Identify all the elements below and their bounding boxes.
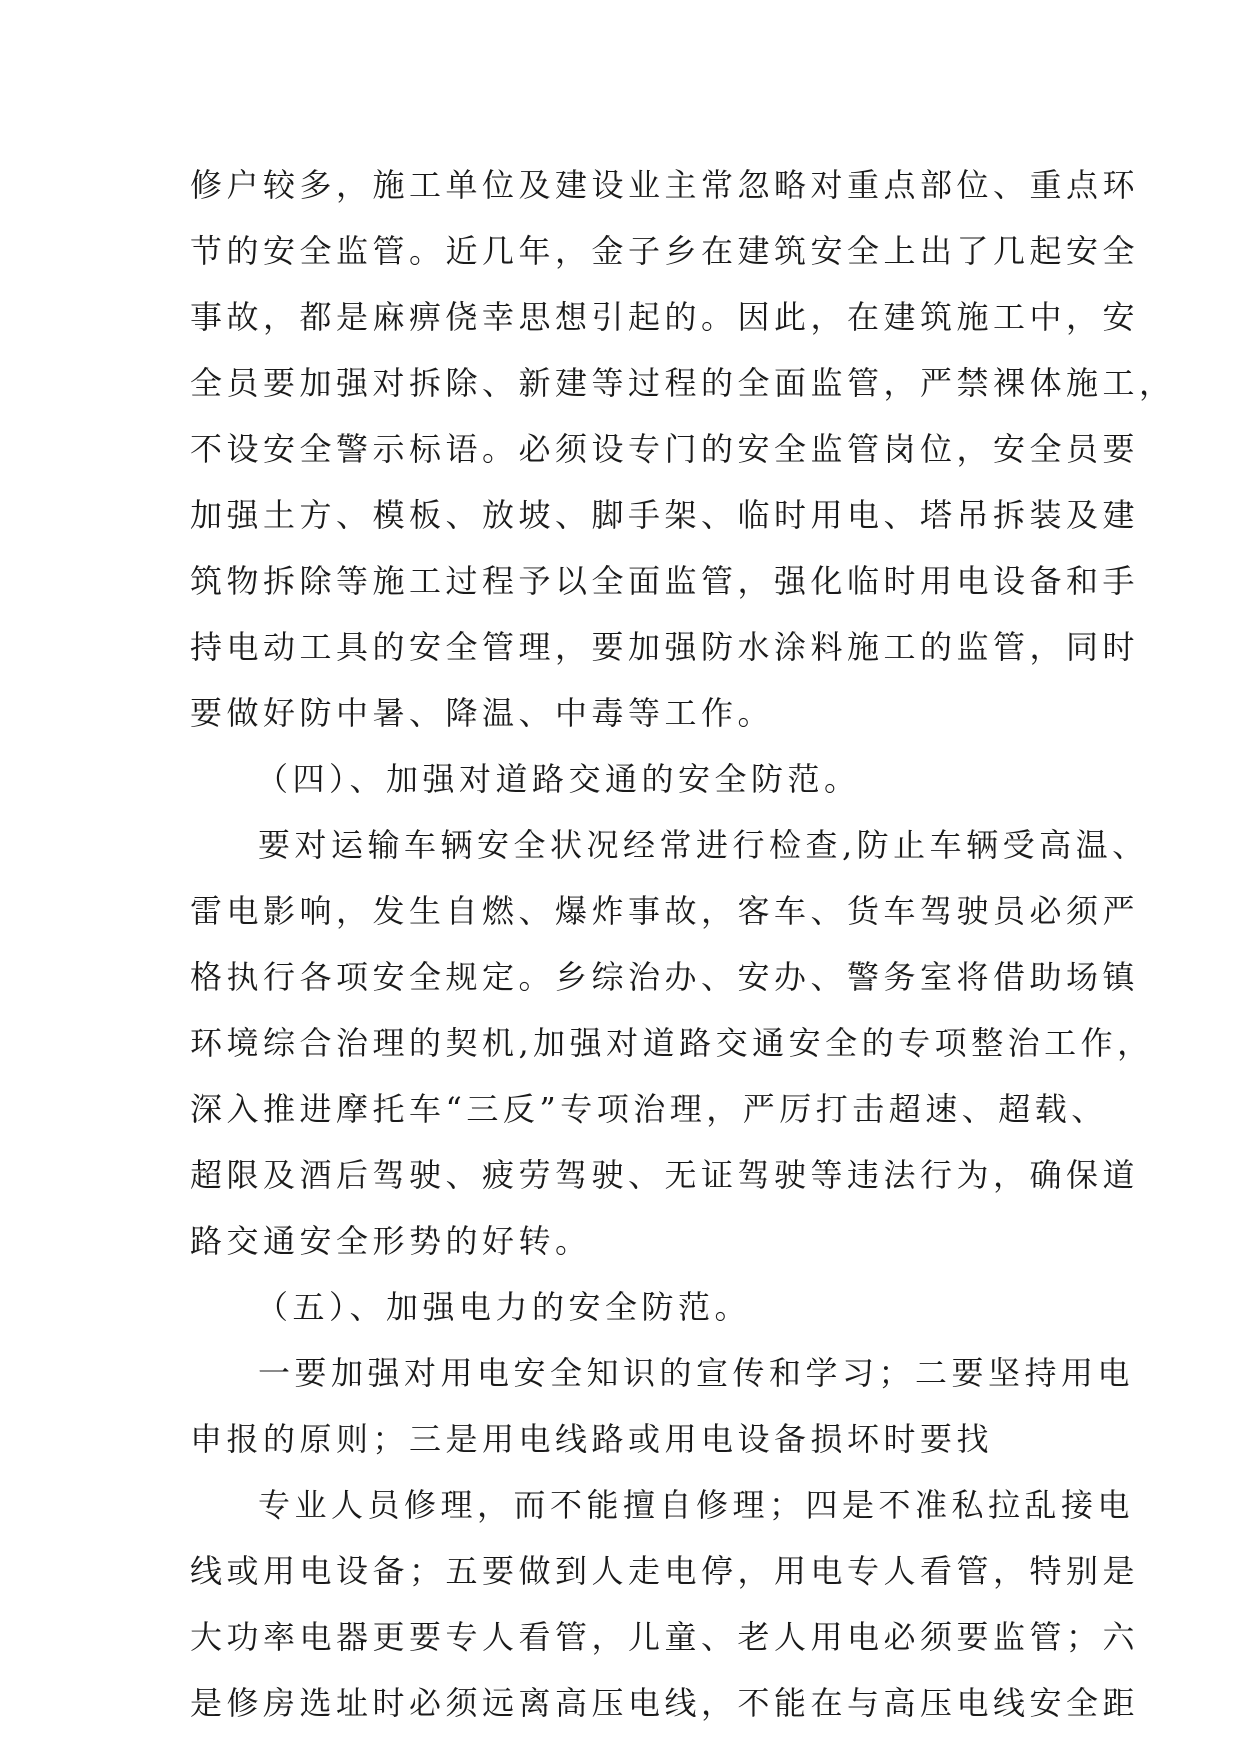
paragraph-line: 加强土方、模板、放坡、脚手架、临时用电、塔吊拆装及建 [190, 496, 1140, 534]
paragraph-line: 格执行各项安全规定。乡综治办、安办、警务室将借助场镇 [190, 958, 1140, 996]
paragraph-line: 雷电影响，发生自燃、爆炸事故，客车、货车驾驶员必须严 [190, 892, 1140, 930]
paragraph-line: 一要加强对用电安全知识的宣传和学习；二要坚持用电 [258, 1354, 1135, 1392]
paragraph-line: 大功率电器更要专人看管，儿童、老人用电必须要监管；六 [190, 1618, 1140, 1656]
document-body [190, 152, 1176, 1736]
paragraph-line: 全员要加强对拆除、新建等过程的全面监管，严禁裸体施工， [190, 364, 1176, 402]
paragraph-line: 是修房选址时必须远离高压电线，不能在与高压电线安全距 [190, 1684, 1140, 1722]
paragraph-line: 持电动工具的安全管理，要加强防水涂料施工的监管，同时 [190, 628, 1140, 666]
paragraph-line: 修户较多，施工单位及建设业主常忽略对重点部位、重点环 [190, 166, 1140, 204]
paragraph-line: 要做好防中暑、降温、中毒等工作。 [190, 694, 775, 732]
section-heading-5: （五）、加强电力的安全防范。 [256, 1288, 752, 1326]
paragraph-line: 事故，都是麻痹侥幸思想引起的。因此，在建筑施工中，安 [190, 298, 1140, 336]
section-heading-4: （四）、加强对道路交通的安全防范。 [256, 760, 861, 798]
paragraph-line: 节的安全监管。近几年，金子乡在建筑安全上出了几起安全 [190, 232, 1140, 270]
paragraph-line: 线或用电设备；五要做到人走电停，用电专人看管，特别是 [190, 1552, 1140, 1590]
paragraph-line: 路交通安全形势的好转。 [190, 1222, 592, 1260]
paragraph-line: 专业人员修理，而不能擅自修理；四是不准私拉乱接电 [258, 1486, 1135, 1524]
paragraph-line: 申报的原则；三是用电线路或用电设备损坏时要找 [190, 1420, 994, 1458]
paragraph-line: 筑物拆除等施工过程予以全面监管，强化临时用电设备和手 [190, 562, 1140, 600]
paragraph-line: 不设安全警示标语。必须设专门的安全监管岗位，安全员要 [190, 430, 1140, 468]
paragraph-line: 环境综合治理的契机,加强对道路交通安全的专项整治工作， [190, 1024, 1154, 1062]
paragraph-line: 超限及酒后驾驶、疲劳驾驶、无证驾驶等违法行为，确保道 [190, 1156, 1140, 1194]
paragraph-line: 深入推进摩托车“三反”专项治理，严厉打击超速、超载、 [190, 1090, 1108, 1128]
paragraph-line: 要对运输车辆安全状况经常进行检查,防止车辆受高温、 [258, 826, 1149, 864]
